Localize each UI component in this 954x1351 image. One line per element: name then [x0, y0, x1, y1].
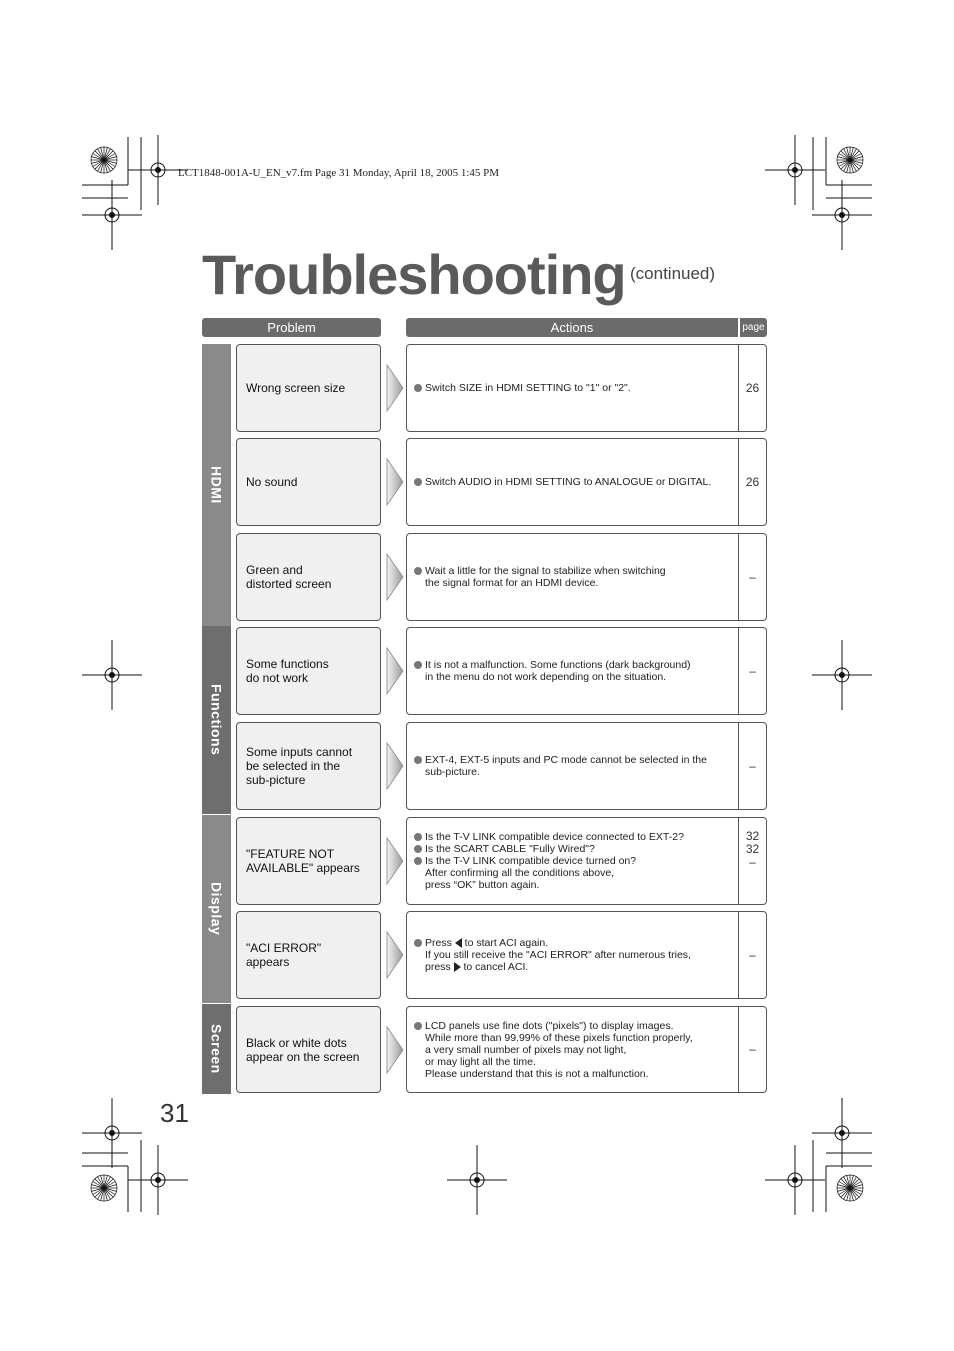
page-ref: 26 [745, 380, 760, 395]
problem-cell: Wrong screen size [236, 344, 381, 432]
category-label: HDMI [208, 466, 225, 504]
action-line-text: It is not a malfunction. Some functions (dark background) in the menu do not work depending on the situation. [425, 659, 691, 683]
category-label: Screen [208, 1024, 225, 1074]
action-line-text: If you still receive the "ACI ERROR" after numerous tries, [425, 949, 691, 961]
action-line-text: LCD panels use fine dots ("pixels") to display images. While more than 99.99% of these pixels function properly, a very small number of pixels may not light, or may light all the time. Please understand that this is not a malfunction. [425, 1019, 693, 1080]
file-meta: LCT1848-001A-U_EN_v7.fm Page 31 Monday, April 18, 2005 1:45 PM [178, 167, 500, 179]
action-line-prefix: press [425, 961, 454, 973]
page-ref: 32 [745, 842, 760, 856]
action-line-prefix: Press [425, 937, 455, 949]
action-line-text: Is the SCART CABLE "Fully Wired"? [425, 843, 595, 855]
action-line-text: After confirming all the conditions above, press “OK” button again. [425, 867, 615, 891]
action-line-text: Switch AUDIO in HDMI SETTING to ANALOGUE or DIGITAL. [425, 476, 712, 488]
actions-column-header: Actions [406, 318, 738, 337]
action-line-text: Switch SIZE in HDMI SETTING to "1" or "2". [425, 382, 631, 394]
action-line-text: Is the T-V LINK compatible device turned on? [425, 855, 637, 867]
page-column-header: page [740, 318, 767, 337]
page-ref: 26 [745, 474, 760, 489]
action-line-text: Is the T-V LINK compatible device connected to EXT-2? [425, 831, 684, 843]
problem-cell: "ACI ERROR" appears [236, 911, 381, 999]
problem-cell: Black or white dots appear on the screen [236, 1006, 381, 1093]
page-ref: – [749, 663, 756, 678]
page-ref: – [749, 758, 756, 773]
page-title-subtitle: (continued) [630, 264, 716, 283]
problem-cell: No sound [236, 438, 381, 526]
action-line-text: to start ACI again. [461, 937, 549, 949]
page-ref: – [749, 855, 756, 869]
problem-cell: "FEATURE NOT AVAILABLE" appears [236, 817, 381, 905]
problem-cell: Some inputs cannot be selected in the sub-picture [236, 722, 381, 810]
page-ref: 32 [745, 829, 760, 843]
category-label: Functions [208, 684, 225, 756]
page-ref: – [749, 1042, 756, 1056]
problem-cell: Green and distorted screen [236, 533, 381, 621]
problem-column-header: Problem [202, 318, 381, 337]
page-ref: – [749, 947, 756, 962]
action-line-text: Wait a little for the signal to stabilize when switching the signal format for an HDMI device. [425, 565, 666, 589]
problem-cell: Some functions do not work [236, 627, 381, 715]
action-line-text: EXT-4, EXT-5 inputs and PC mode cannot be selected in the sub-picture. [425, 754, 707, 778]
category-label: Display [208, 882, 225, 936]
page-title: Troubleshooting [202, 243, 626, 306]
page-number: 31 [160, 1098, 189, 1128]
action-line-text: to cancel ACI. [460, 961, 529, 973]
page-ref: – [749, 569, 756, 584]
